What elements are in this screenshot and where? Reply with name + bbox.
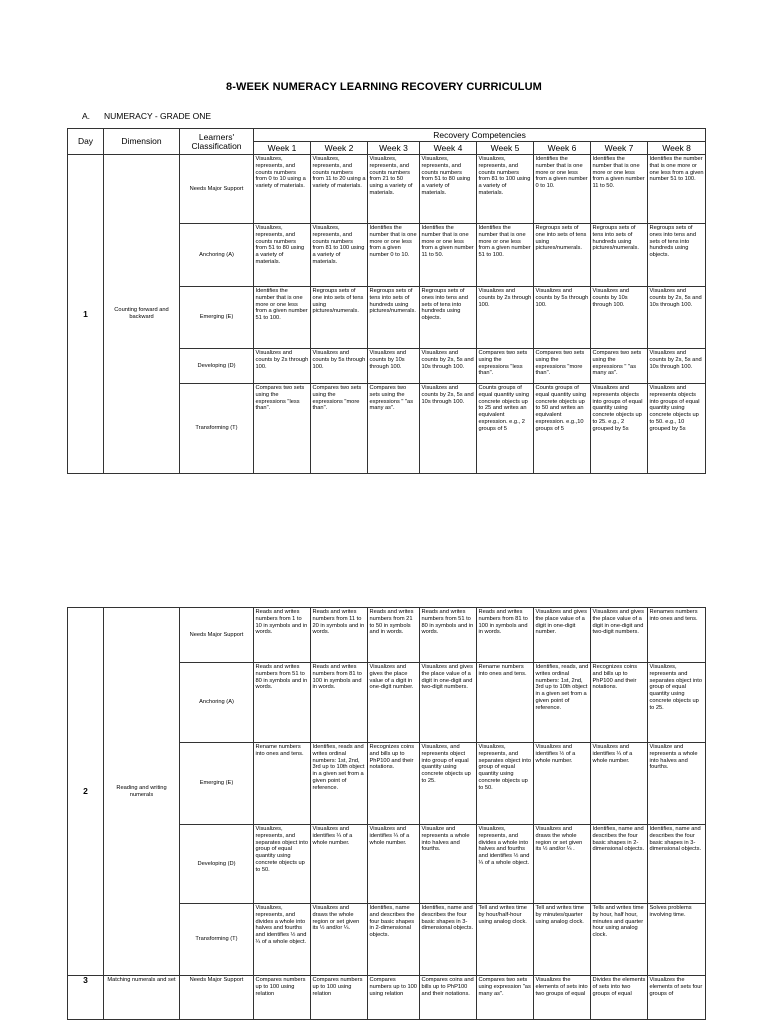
competency-cell: Visualize and represents a whole into halves and fourths. [648, 743, 706, 825]
classification-cell: Developing (D) [180, 349, 254, 384]
competency-cell: Visualizes, represents, and counts numbers from 51 to 80 using a variety of materials. [420, 155, 477, 224]
competency-cell: Visualizes and counts by 2s through 100. [477, 287, 534, 349]
competency-cell: Visualizes and counts by 2s through 100. [254, 349, 311, 384]
competency-cell: Compares two sets using the expressions "less than". [477, 349, 534, 384]
competency-cell: Divides the elements of sets into two groups of equal [591, 976, 648, 1020]
competency-cell: Identifies, name and describes the four basic shapes in 3-dimensional objects. [420, 904, 477, 976]
classification-cell: Emerging (E) [180, 287, 254, 349]
section-label: NUMERACY - GRADE ONE [104, 111, 212, 121]
header-dimension: Dimension [104, 129, 180, 155]
classification-cell: Anchoring (A) [180, 663, 254, 743]
competency-cell: Visualizes and counts by 2s, 5s and 10s through 100. [648, 287, 706, 349]
competency-cell: Compares coins and bills up to PhP100 and their notations. [420, 976, 477, 1020]
competency-cell: Compares two sets using expression "as many as". [477, 976, 534, 1020]
competency-cell: Identifies, name and describes the four basic shapes in 2-dimensional objects. [368, 904, 420, 976]
classification-cell: Transforming (T) [180, 904, 254, 976]
competency-cell: Regroups sets of one into sets of tens using pictures/numerals. [534, 224, 591, 287]
competency-cell: Visualizes and identifies ½ of a whole number. [534, 743, 591, 825]
competency-cell: Visualizes, represents, and separates object into group of equal quantity using concrete objects up to 50. [477, 743, 534, 825]
header-day: Day [68, 129, 104, 155]
classification-cell: Needs Major Support [180, 608, 254, 663]
curriculum-table-day-3 [67, 975, 706, 1020]
competency-cell: Compares two sets using the expressions "more than". [534, 349, 591, 384]
header-week-2: Week 2 [311, 142, 368, 155]
competency-cell: Visualizes, represents, and divides a whole into halves and fourths and identifies ½ and ¼ of a whole object. [477, 825, 534, 904]
competency-cell: Visualizes, represents, and divides a whole into halves and fourths and identifies ½ and ¼ of a whole object. [254, 904, 311, 976]
competency-cell: Visualizes the elements of sets into two groups of equal [534, 976, 591, 1020]
competency-cell: Tells and writes time by hour, half hour, minutes and quarter hour using analog clock. [591, 904, 648, 976]
competency-cell: Reads and writes numbers from 11 to 20 in symbols and in words. [311, 608, 368, 663]
competency-cell: Visualizes, represents, and counts numbers from 81 to 100 using a variety of materials. [311, 224, 368, 287]
competency-cell: Visualizes and gives the place value of a digit in one-digit number. [534, 608, 591, 663]
header-week-7: Week 7 [591, 142, 648, 155]
classification-cell: Emerging (E) [180, 743, 254, 825]
competency-cell: Regroups sets of ones into tens and sets of tens into hundreds using objects. [648, 224, 706, 287]
page-title: 8-WEEK NUMERACY LEARNING RECOVERY CURRICULUM [226, 81, 542, 93]
header-week-1: Week 1 [254, 142, 311, 155]
competency-cell: Visualizes and counts by 5s through 100. [311, 349, 368, 384]
competency-cell: Reads and writes numbers from 51 to 80 in symbols and in words. [420, 608, 477, 663]
table-row [68, 155, 706, 224]
competency-cell: Identifies the number that is one more or one less from a given number 51 to 100. [477, 224, 534, 287]
competency-cell: Visualizes and draws the whole region or set given its ½ and/or ¼. [311, 904, 368, 976]
competency-cell: Identifies, reads, and writes ordinal numbers: 1st, 2nd, 3rd up to 10th object in a given set from a given point of reference. [534, 663, 591, 743]
dimension-cell: Reading and writing numerals [104, 608, 180, 976]
competency-cell: Visualizes and gives the place value of a digit in one-digit and two-digit numbers. [420, 663, 477, 743]
header-week-6: Week 6 [534, 142, 591, 155]
classification-cell: Needs Major Support [180, 155, 254, 224]
competency-cell: Compares numbers up to 100 using relation [311, 976, 368, 1020]
section-heading [82, 111, 211, 121]
competency-cell: Rename numbers into ones and tens. [254, 743, 311, 825]
competency-cell: Tell and writes time by hour/half-hour using analog clock. [477, 904, 534, 976]
competency-cell: Compares numbers up to 100 using relation [368, 976, 420, 1020]
competency-cell: Visualizes and counts by 2s, 5s and 10s through 100. [648, 349, 706, 384]
competency-cell: Identifies the number that is one more or one less from a given number 51 to 100. [254, 287, 311, 349]
header-week-5: Week 5 [477, 142, 534, 155]
competency-cell: Visualizes and counts by 10s through 100. [591, 287, 648, 349]
competency-cell: Identifies, reads and writes ordinal numbers: 1st, 2nd, 3rd up to 10th object in a given set from a given point of reference. [311, 743, 368, 825]
competency-cell: Visualizes the elements of sets four groups of [648, 976, 706, 1020]
competency-cell: Compares two sets using the expressions "less than". [254, 384, 311, 474]
competency-cell: Identifies the number that is one more or one less from a given number 11 to 50. [420, 224, 477, 287]
competency-cell: Visualizes and gives the place value of a digit in one-digit number. [368, 663, 420, 743]
dimension-cell: Counting forward and backward [104, 155, 180, 474]
classification-cell: Needs Major Support [180, 976, 254, 1020]
competency-cell: Visualizes and represents objects into groups of equal quantity using concrete objects up to 25. e.g., 2 grouped by 5s [591, 384, 648, 474]
competency-cell: Identifies, name and describes the four basic shapes in 3-dimensional objects. [648, 825, 706, 904]
classification-cell: Developing (D) [180, 825, 254, 904]
competency-cell: Identifies the number that is one more or one less from a given number 11 to 50. [591, 155, 648, 224]
competency-cell: Visualizes, represents, and counts numbers from 81 to 100 using a variety of materials. [477, 155, 534, 224]
competency-cell: Visualizes and counts by 5s through 100. [534, 287, 591, 349]
competency-cell: Regroups sets of ones into tens and sets of tens into hundreds using objects. [420, 287, 477, 349]
classification-cell: Anchoring (A) [180, 224, 254, 287]
competency-cell: Reads and writes numbers from 81 to 100 in symbols and in words. [311, 663, 368, 743]
competency-cell: Reads and writes numbers from 21 to 50 in symbols and in words. [368, 608, 420, 663]
day-number: 2 [68, 608, 104, 976]
competency-cell: Visualizes and draws the whole region or set given its ½ and/or ¼ . [534, 825, 591, 904]
competency-cell: Visualizes, represents and separates object into group of equal quantity using concrete objects up to 25. [648, 663, 706, 743]
competency-cell: Visualizes and counts by 2s, 5s and 10s through 100. [420, 384, 477, 474]
header-classification: Learners' Classification [180, 129, 254, 155]
dimension-cell: Matching numerals and set [104, 976, 180, 1020]
competency-cell: Identifies the number that is one more or one less from a given number 0 to 10. [534, 155, 591, 224]
competency-cell: Compares two sets using the expressions "more than". [311, 384, 368, 474]
day-number: 1 [68, 155, 104, 474]
competency-cell: Solves problems involving time. [648, 904, 706, 976]
competency-cell: Visualizes, represents, and counts numbers from 0 to 10 using a variety of materials. [254, 155, 311, 224]
table-row [68, 976, 706, 1020]
competency-cell: Visualizes and gives the place value of a digit in one-digit and two-digit numbers. [591, 608, 648, 663]
competency-cell: Visualizes and identifies ¼ of a whole number. [368, 825, 420, 904]
competency-cell: Visualizes, represents, and counts numbers from 51 to 80 using a variety of materials. [254, 224, 311, 287]
competency-cell: Tell and writes time by minutes/quarter using analog clock. [534, 904, 591, 976]
competency-cell: Recognizes coins and bills up to PhP100 and their notations. [591, 663, 648, 743]
competency-cell: Identifies the number that is one more or one less from a given number 51 to 100. [648, 155, 706, 224]
competency-cell: Reads and writes numbers from 1 to 10 in symbols and in words. [254, 608, 311, 663]
competency-cell: Identifies, name and describes the four basic shapes in 2-dimensional objects. [591, 825, 648, 904]
competency-cell: Visualizes, represents, and counts numbers from 21 to 50 using a variety of materials. [368, 155, 420, 224]
competency-cell: Visualizes, and represents object into group of equal quantity using concrete objects up to 25. [420, 743, 477, 825]
competency-cell: Renames numbers into ones and tens. [648, 608, 706, 663]
competency-cell: Regroups sets of one into sets of tens using pictures/numerals. [311, 287, 368, 349]
competency-cell: Reads and writes numbers from 81 to 100 in symbols and in words. [477, 608, 534, 663]
competency-cell: Counts groups of equal quantity using concrete objects up to 50 and writes an equivalent expression. e.g.,10 groups of 5 [534, 384, 591, 474]
competency-cell: Regroups sets of tens into sets of hundreds using pictures/numerals. [368, 287, 420, 349]
header-week-4: Week 4 [420, 142, 477, 155]
day-number: 3 [68, 976, 104, 1020]
section-letter: A. [82, 111, 91, 121]
competency-cell: Compares two sets using the expressions " "as many as". [591, 349, 648, 384]
competency-cell: Visualize and represents a whole into halves and fourths. [420, 825, 477, 904]
competency-cell: Compares numbers up to 100 using relation [254, 976, 311, 1020]
header-recovery-competencies: Recovery Competencies [254, 129, 706, 142]
competency-cell: Visualizes and identifies ¼ of a whole number. [311, 825, 368, 904]
header-week-3: Week 3 [368, 142, 420, 155]
competency-cell: Visualizes and counts by 2s, 5s and 10s through 100. [420, 349, 477, 384]
competency-cell: Counts groups of equal quantity using concrete objects up to 25 and writes an equivalent expression. e.g., 2 groups of 5 [477, 384, 534, 474]
competency-cell: Visualizes and represents objects into groups of equal quantity using concrete objects up to 50. e.g., 10 grouped by 5s [648, 384, 706, 474]
competency-cell: Identifies the number that is one more or one less from a given number 0 to 10. [368, 224, 420, 287]
competency-cell: Visualizes and identifies ¼ of a whole number. [591, 743, 648, 825]
competency-cell: Recognizes coins and bills up to PhP100 and their notations. [368, 743, 420, 825]
header-week-8: Week 8 [648, 142, 706, 155]
competency-cell: Reads and writes numbers from 51 to 80 in symbols and in words. [254, 663, 311, 743]
curriculum-table-day-1 [67, 128, 706, 474]
competency-cell: Visualizes, represents, and separates object into group of equal quantity using concrete objects up to 50. [254, 825, 311, 904]
curriculum-table-day-2 [67, 607, 706, 976]
competency-cell: Rename numbers into ones and tens. [477, 663, 534, 743]
competency-cell: Regroups sets of tens into sets of hundreds using pictures/numerals. [591, 224, 648, 287]
competency-cell: Compares two sets using the expressions " "as many as". [368, 384, 420, 474]
competency-cell: Visualizes, represents, and counts numbers from 11 to 20 using a variety of materials. [311, 155, 368, 224]
table-row [68, 608, 706, 663]
classification-cell: Transforming (T) [180, 384, 254, 474]
competency-cell: Visualizes and counts by 10s through 100. [368, 349, 420, 384]
